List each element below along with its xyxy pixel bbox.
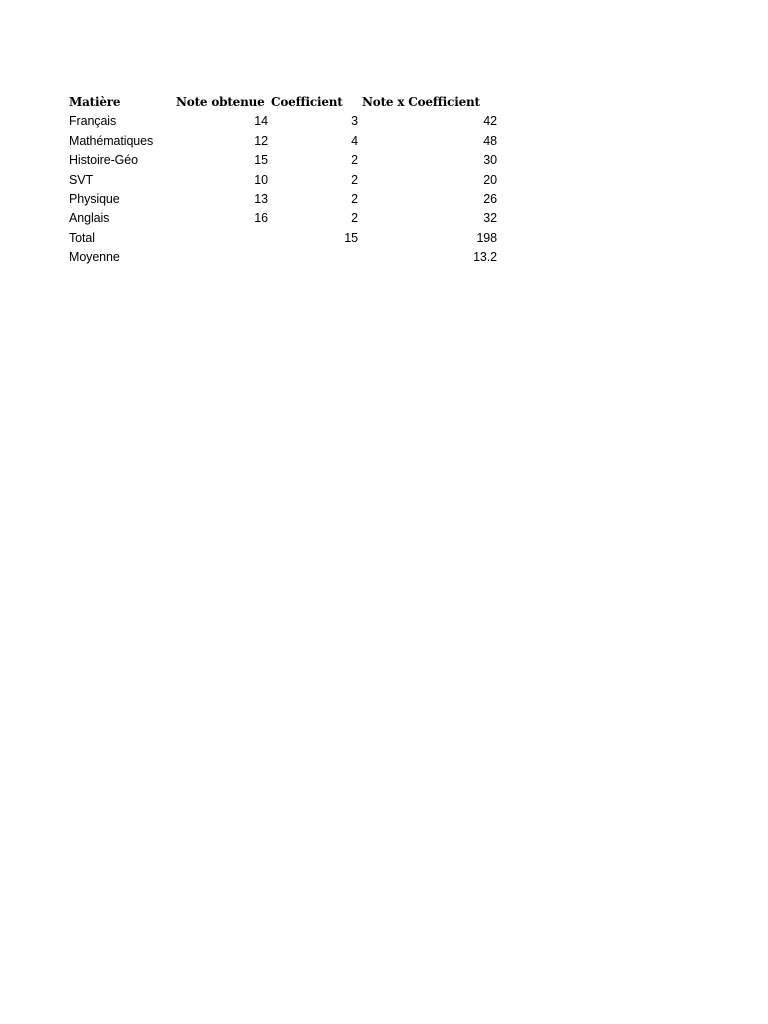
cell-note[interactable]: 10 [254,172,268,187]
cell-subject[interactable]: Histoire-Géo [69,153,138,168]
table-row [68,171,498,190]
cell-coefficient[interactable]: 2 [351,172,358,187]
average-coefficient-cell[interactable] [269,248,359,267]
cell-product[interactable]: 42 [483,114,497,129]
average-label[interactable]: Moyenne [69,250,120,265]
total-product[interactable]: 198 [476,230,497,245]
cell-note[interactable]: 12 [254,133,268,148]
grades-table [68,93,498,268]
cell-coefficient[interactable]: 3 [351,114,358,129]
total-coefficient[interactable]: 15 [344,230,358,245]
average-row [68,248,498,267]
cell-subject[interactable]: Physique [69,192,120,207]
total-label[interactable]: Total [69,230,95,245]
header-row [68,93,498,112]
cell-product[interactable]: 26 [483,192,497,207]
cell-product[interactable]: 32 [483,211,497,226]
table-row [68,190,498,209]
header-note-x-coefficient[interactable]: Note x Coefficient [362,95,480,109]
cell-coefficient[interactable]: 4 [351,133,358,148]
cell-subject[interactable]: Anglais [69,211,110,226]
cell-note[interactable]: 16 [254,211,268,226]
cell-coefficient[interactable]: 2 [351,192,358,207]
spreadsheet-area [68,93,498,268]
header-coefficient[interactable]: Coefficient [271,95,343,109]
cell-note[interactable]: 14 [254,114,268,129]
header-note[interactable]: Note obtenue [176,95,265,109]
cell-coefficient[interactable]: 2 [351,153,358,168]
total-row [68,229,498,248]
cell-subject[interactable]: SVT [69,172,94,187]
cell-product[interactable]: 48 [483,133,497,148]
table-row [68,151,498,170]
cell-subject[interactable]: Mathématiques [69,133,154,148]
cell-subject[interactable]: Français [69,114,117,129]
table-row [68,112,498,131]
cell-note[interactable]: 13 [254,192,268,207]
table-row [68,209,498,228]
cell-product[interactable]: 20 [483,172,497,187]
header-subject[interactable]: Matière [69,95,121,109]
cell-product[interactable]: 30 [483,153,497,168]
total-note-cell[interactable] [172,229,269,248]
average-note-cell[interactable] [172,248,269,267]
cell-coefficient[interactable]: 2 [351,211,358,226]
table-row [68,132,498,151]
cell-note[interactable]: 15 [254,153,268,168]
average-value[interactable]: 13.2 [473,250,497,265]
